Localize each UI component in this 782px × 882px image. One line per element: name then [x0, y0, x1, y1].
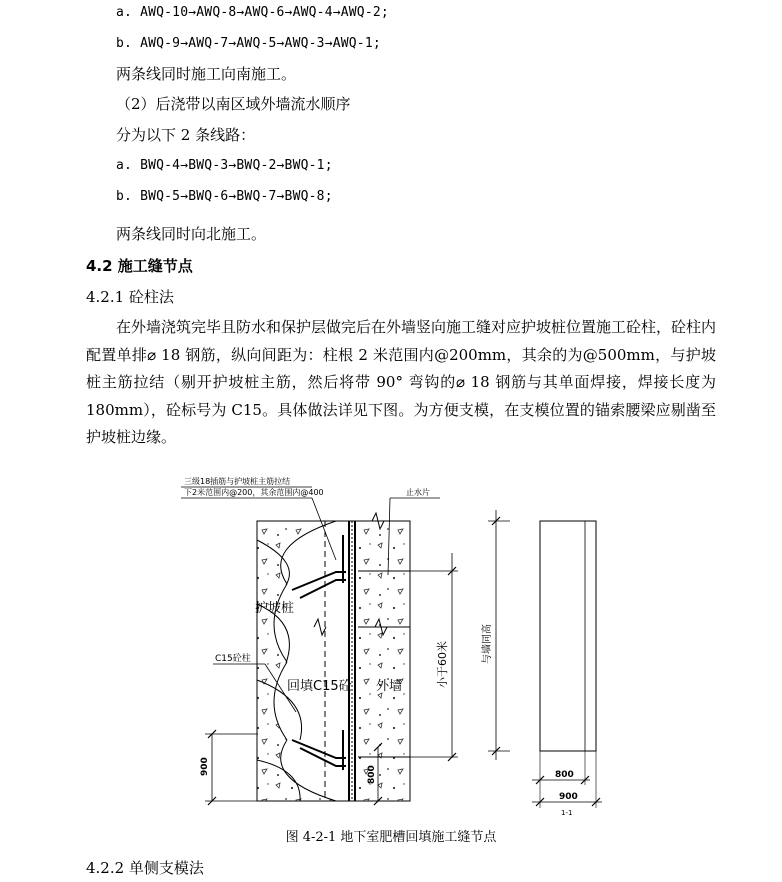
route-a-north: a. AWQ-10→AWQ-8→AWQ-6→AWQ-4→AWQ-2;: [116, 5, 389, 20]
section-1-1-label: 1-1: [561, 809, 573, 817]
route-b-south: b. BWQ-5→BWQ-6→BWQ-7→BWQ-8;: [116, 189, 333, 204]
body-paragraph: 在外墙浇筑完毕且防水和保护层做完后在外墙竖向施工缝对应护坡桩位置施工砼柱，砼柱内配置单排⌀ 18 钢筋，纵向间距为：柱根 2 米范围内@200mm，其余的为@500mm，与护坡桩主筋拉结（剔开护坡桩主筋，然后将带 90° 弯钩的⌀ 18 钢筋与其单面焊接，焊接长度为 180mm），砼标号为 C15。具体做法详见下图。为方便支模，在支模位置的锚索腰梁应剔凿至护坡桩边缘。: [86, 318, 717, 446]
outer-wall-label: 外墙: [376, 679, 403, 694]
less-than-60m-label: 小于60米: [436, 641, 449, 688]
dim-900-left: 900: [200, 757, 210, 776]
subheading-2: （2）后浇带以南区域外墙流水顺序: [116, 95, 351, 113]
dim-800-section: 800: [555, 770, 574, 780]
backfill-label: 回填C15砼: [287, 679, 352, 694]
dim-900-section: 900: [559, 792, 578, 802]
route-b-north: b. AWQ-9→AWQ-7→AWQ-5→AWQ-3→AWQ-1;: [116, 36, 381, 51]
section-heading-4-2-2: 4.2.2 单侧支模法: [86, 859, 204, 877]
section-heading-4-2-1: 4.2.1 砼柱法: [86, 288, 174, 306]
south-note: 两条线同时施工向南施工。: [116, 65, 297, 83]
section-heading-4-2: 4.2 施工缝节点: [86, 257, 193, 275]
rebar-note-1: 三级18插筋与护坡桩主筋拉结: [184, 477, 291, 486]
c15-column-label: C15砼柱: [215, 654, 251, 664]
route-a-south: a. BWQ-4→BWQ-3→BWQ-2→BWQ-1;: [116, 158, 333, 173]
north-note: 两条线同时向北施工。: [116, 225, 267, 243]
rebar-note-2: 下2米范围内@200，其余范围内@400: [184, 488, 324, 497]
dim-800-mid: 800: [367, 765, 377, 784]
waterstop-label: 止水片: [406, 488, 430, 497]
figure-caption: 图 4-2-1 地下室肥槽回填施工缝节点: [285, 830, 497, 845]
same-height-label: 与墙同高: [482, 624, 493, 664]
pile-label: 护坡桩: [255, 601, 295, 616]
split-note: 分为以下 2 条线路：: [116, 126, 256, 144]
